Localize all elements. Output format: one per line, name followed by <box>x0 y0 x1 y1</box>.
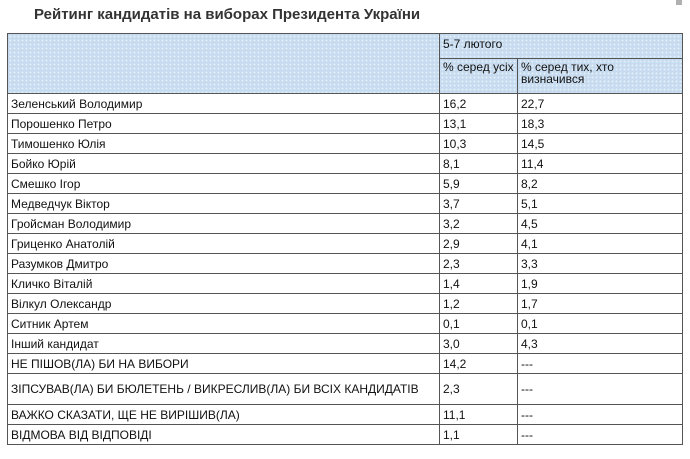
candidate-name: Кличко Віталій <box>8 274 440 294</box>
percent-decided: 4,1 <box>518 234 683 254</box>
candidate-name: Медведчук Віктор <box>8 194 440 214</box>
table-row <box>8 294 683 314</box>
percent-all: 0,1 <box>440 314 518 334</box>
answer-option: ВАЖКО СКАЗАТИ, ЩЕ НЕ ВИРІШИВ(ЛА) <box>8 405 440 425</box>
candidate-name: Порошенко Петро <box>8 114 440 134</box>
percent-decided: 1,7 <box>518 294 683 314</box>
percent-all: 2,9 <box>440 234 518 254</box>
percent-all: 16,2 <box>440 94 518 114</box>
percent-decided: 14,5 <box>518 134 683 154</box>
table-row <box>8 334 683 354</box>
table-row <box>8 254 683 274</box>
table-row <box>8 134 683 154</box>
table-row <box>8 354 683 374</box>
period-header: 5-7 лютого <box>440 34 683 59</box>
percent-all: 3,7 <box>440 194 518 214</box>
page-title: Рейтинг кандидатів на виборах Президента України <box>34 6 421 23</box>
percent-all: 2,3 <box>440 374 518 405</box>
percent-decided: 4,3 <box>518 334 683 354</box>
percent-decided: 22,7 <box>518 94 683 114</box>
table-row <box>8 114 683 134</box>
percent-all: 1,4 <box>440 274 518 294</box>
candidate-name: Тимошенко Юлія <box>8 134 440 154</box>
percent-all: 5,9 <box>440 174 518 194</box>
percent-decided: 1,9 <box>518 274 683 294</box>
candidate-name: Смешко Ігор <box>8 174 440 194</box>
percent-decided: 4,5 <box>518 214 683 234</box>
answer-option: ВІДМОВА ВІД ВІДПОВІДІ <box>8 425 440 445</box>
table-row <box>8 374 683 405</box>
column-header-decided: % серед тих, хто визначився <box>518 59 683 94</box>
percent-decided: 11,4 <box>518 154 683 174</box>
corner-mark <box>676 0 682 5</box>
percent-all: 13,1 <box>440 114 518 134</box>
percent-all: 10,3 <box>440 134 518 154</box>
table-row <box>8 214 683 234</box>
percent-decided: --- <box>518 354 683 374</box>
candidate-name: Разумков Дмитро <box>8 254 440 274</box>
table-row <box>8 174 683 194</box>
column-header-all: % серед усіх <box>440 59 518 94</box>
table-row <box>8 314 683 334</box>
percent-all: 1,2 <box>440 294 518 314</box>
answer-option: НЕ ПІШОВ(ЛА) БИ НА ВИБОРИ <box>8 354 440 374</box>
percent-decided: --- <box>518 405 683 425</box>
percent-all: 3,0 <box>440 334 518 354</box>
candidate-name: Гриценко Анатолій <box>8 234 440 254</box>
candidate-name: Ситник Артем <box>8 314 440 334</box>
candidate-name: Гройсман Володимир <box>8 214 440 234</box>
percent-decided: 5,1 <box>518 194 683 214</box>
percent-all: 8,1 <box>440 154 518 174</box>
candidate-name: Вілкул Олександр <box>8 294 440 314</box>
percent-decided: 18,3 <box>518 114 683 134</box>
percent-all: 2,3 <box>440 254 518 274</box>
table-row <box>8 234 683 254</box>
table-row <box>8 94 683 114</box>
header-blank-cell <box>8 34 440 94</box>
percent-all: 3,2 <box>440 214 518 234</box>
table-row <box>8 194 683 214</box>
percent-decided: 3,3 <box>518 254 683 274</box>
table-row <box>8 425 683 445</box>
candidate-name: Інший кандидат <box>8 334 440 354</box>
candidate-name: Бойко Юрій <box>8 154 440 174</box>
table-row <box>8 405 683 425</box>
rating-table <box>7 33 683 445</box>
answer-option: ЗІПСУВАВ(ЛА) БИ БЮЛЕТЕНЬ / ВИКРЕСЛИВ(ЛА) БИ ВСІХ КАНДИДАТІВ <box>8 374 440 405</box>
percent-all: 1,1 <box>440 425 518 445</box>
percent-decided: --- <box>518 374 683 405</box>
table-body <box>8 34 683 445</box>
table-row <box>8 154 683 174</box>
percent-decided: 8,2 <box>518 174 683 194</box>
percent-all: 11,1 <box>440 405 518 425</box>
candidate-name: Зеленський Володимир <box>8 94 440 114</box>
percent-decided: --- <box>518 425 683 445</box>
header-row-period <box>8 34 683 59</box>
percent-decided: 0,1 <box>518 314 683 334</box>
percent-all: 14,2 <box>440 354 518 374</box>
table-row <box>8 274 683 294</box>
